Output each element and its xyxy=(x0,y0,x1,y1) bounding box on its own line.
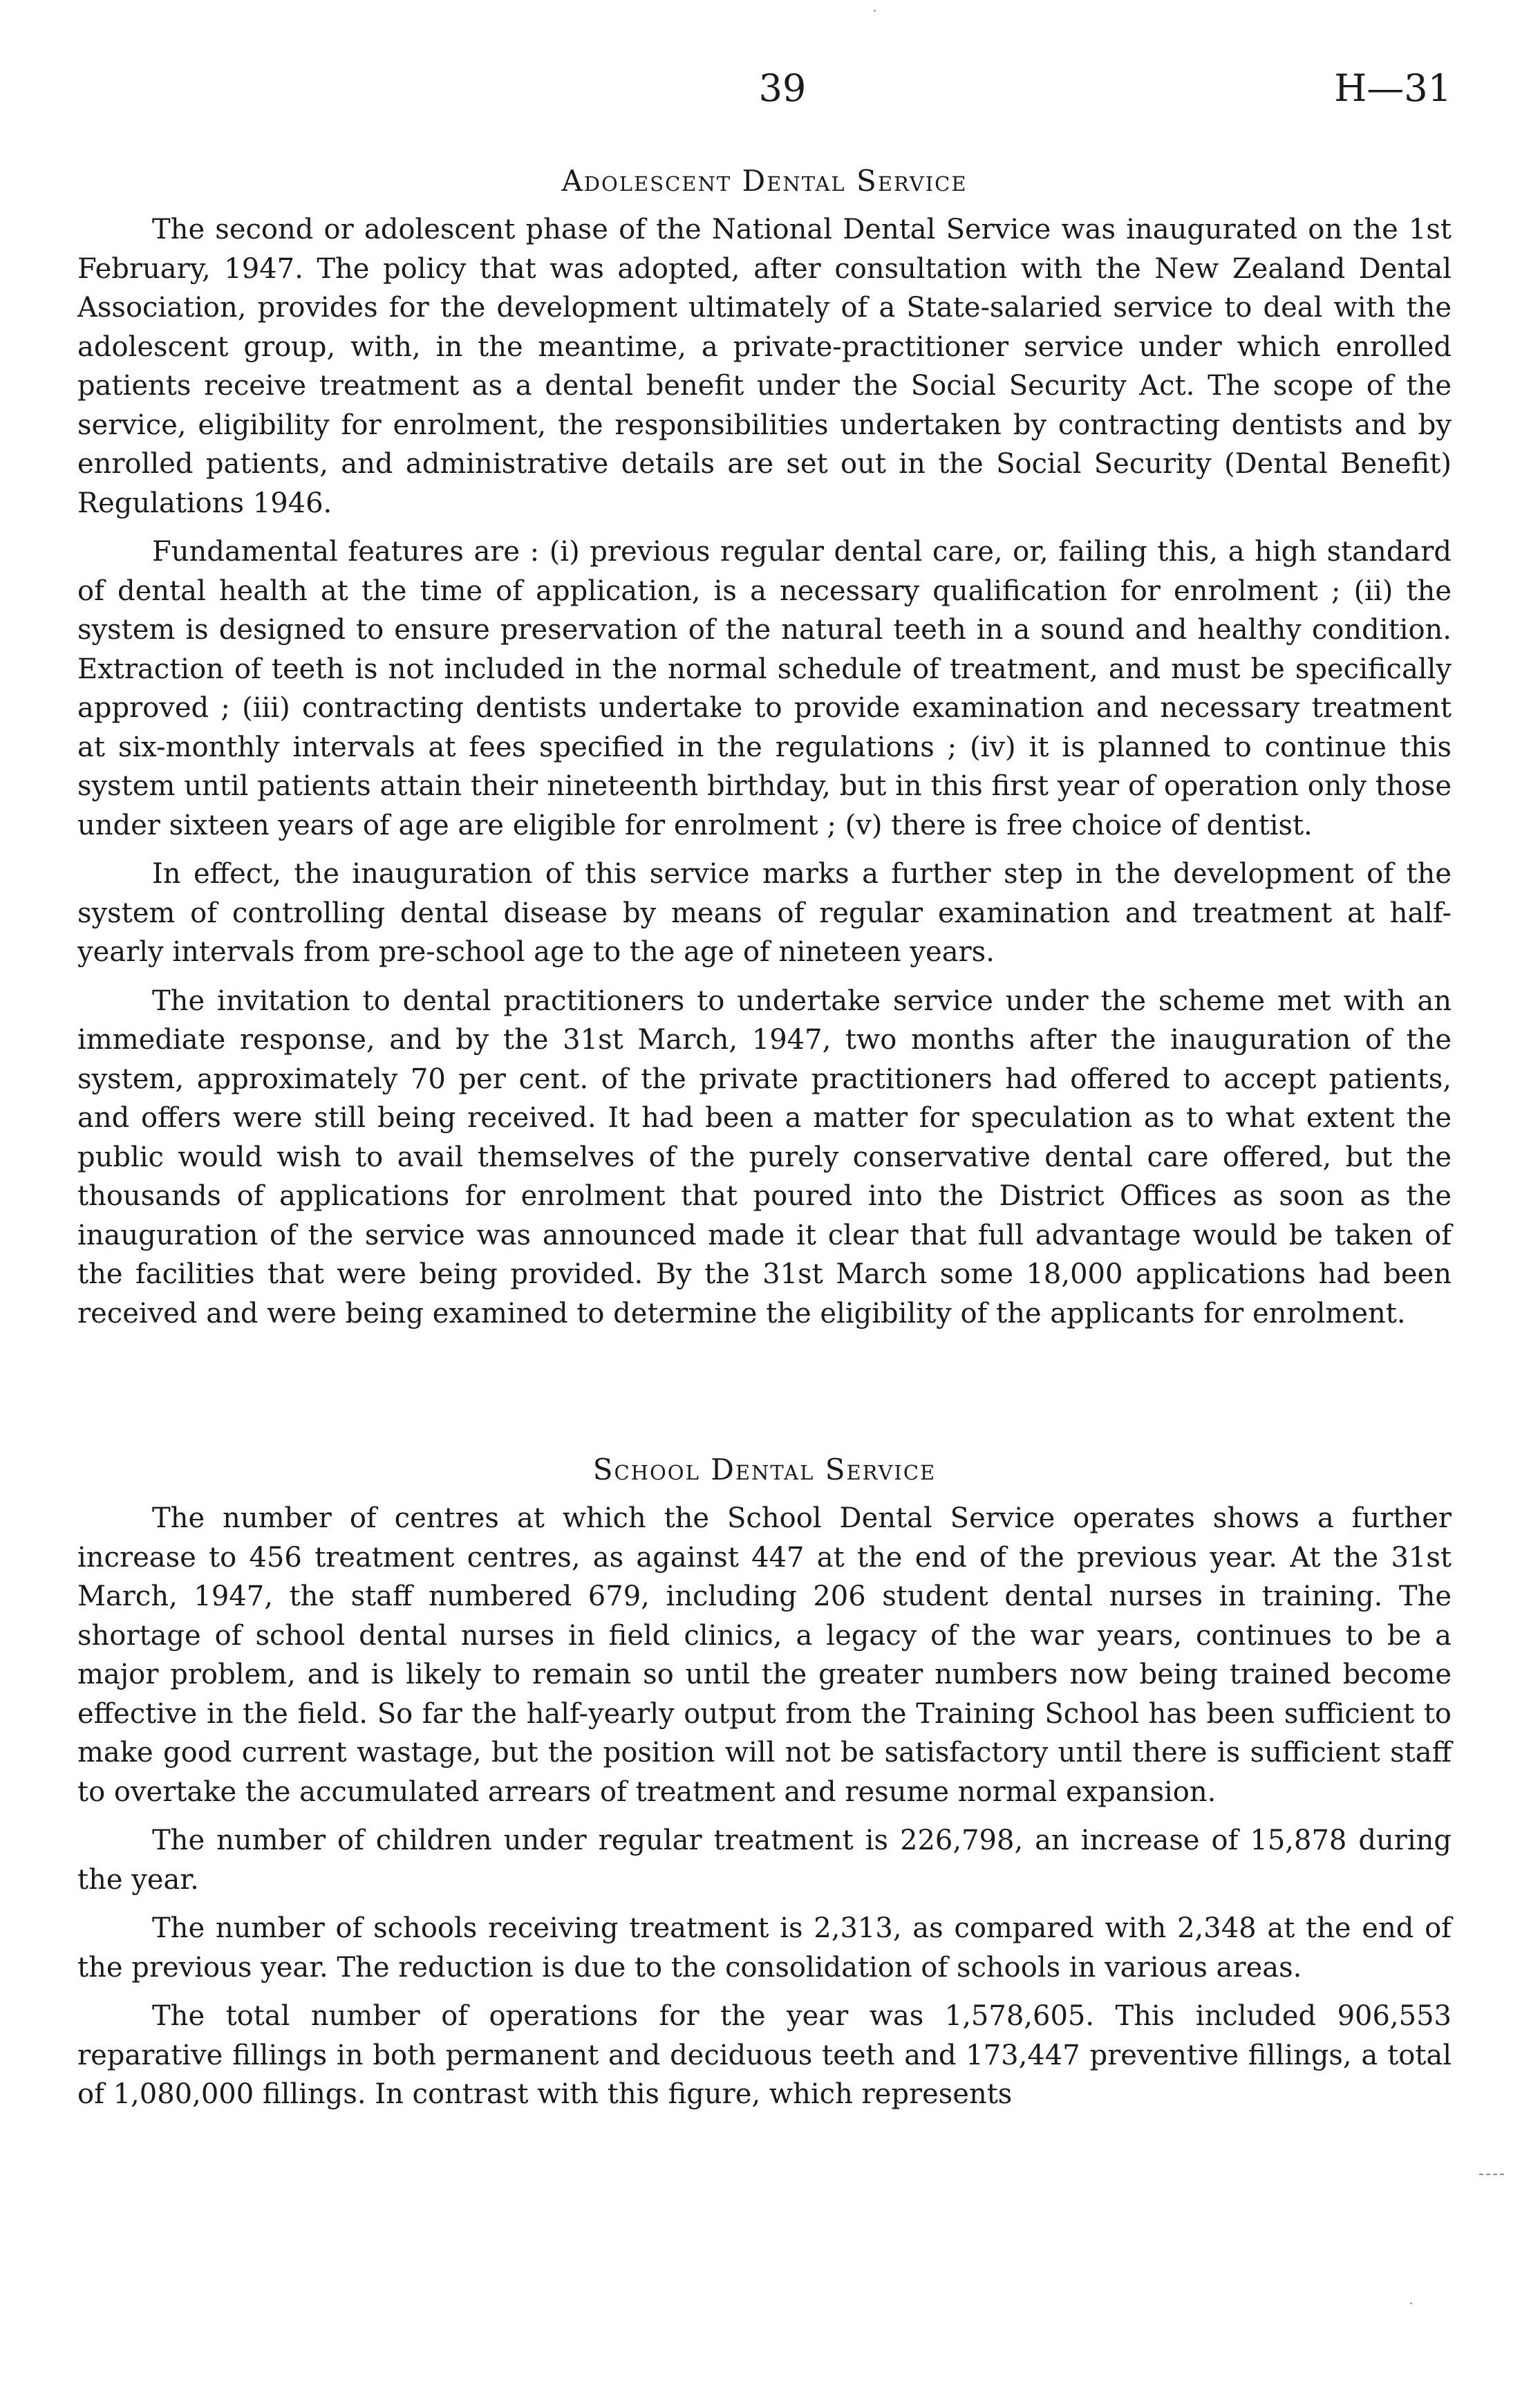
paragraph: The second or adolescent phase of the National Dental Service was inaugurated on the 1st February, 1947. The policy that was adopted, after consultation with the New Zealand Dental Association, provides for the development ultimately of a State-salaried service to deal with the adolescent group, with, in the meantime, a private-practitioner service under which enrolled patients receive treatment as a dental benefit under the Social Security Act. The scope of the service, eligibility for enrolment, the responsibilities undertaken by contracting dentists and by enrolled patients, and administrative details are set out in the Social Security (Dental Benefit) Regulations 1946. xyxy=(77,214,1452,519)
report-code: H—31 xyxy=(1334,66,1452,110)
margin-scan-mark xyxy=(1479,2174,1504,2175)
paragraph: The number of centres at which the School Dental Service operates shows a further increase to 456 treatment centres, as against 447 at the end of the previous year. At the 31st March, 1947, the staff numbered 679, including 206 student dental nurses in training. The shortage of school dental nurses in field clinics, a legacy of the war years, continues to be a major problem, and is likely to remain so until the greater numbers now being trained become effective in the field. So far the half-yearly output from the Training School has been sufficient to make good current wastage, but the position will not be satisfactory until there is sufficient staff to overtake the accumulated arrears of treatment and resume normal expansion. xyxy=(77,1502,1452,1808)
paragraph: The number of children under regular treatment is 226,798, an increase of 15,878 during the year. xyxy=(77,1825,1452,1896)
section-adolescent-dental-service xyxy=(77,162,1452,1343)
scan-speck xyxy=(1410,2302,1412,2304)
scan-speck xyxy=(874,10,876,12)
page-number: 39 xyxy=(758,66,807,110)
section-school-dental-service xyxy=(77,1450,1452,2124)
paragraph: Fundamental features are : (i) previous regular dental care, or, failing this, a high standard of dental health at the time of application, is a necessary qualification for enrolment ; (ii) the system is designed to ensure preservation of the natural teeth in a sound and healthy condition. Extraction of teeth is not included in the normal schedule of treatment, and must be specifically approved ; (iii) contracting dentists undertake to provide examination and necessary treatment at six-monthly intervals at fees specified in the regulations ; (iv) it is planned to continue this system until patients attain their nineteenth birthday, but in this first year of operation only those under sixteen years of age are eligible for enrolment ; (v) there is free choice of dentist. xyxy=(77,536,1452,841)
paragraph: The total number of operations for the year was 1,578,605. This included 906,553 reparative fillings in both permanent and deciduous teeth and 173,447 preventive fillings, a total of 1,080,000 fillings. In contrast with this figure, which represents xyxy=(77,2000,1452,2110)
paragraph: In effect, the inauguration of this service marks a further step in the development of the system of controlling dental disease by means of regular examination and treatment at half-yearly intervals from pre-school age to the age of nineteen years. xyxy=(77,858,1452,968)
paragraph: The number of schools receiving treatment is 2,313, as compared with 2,348 at the end of the previous year. The reduction is due to the consolidation of schools in various areas. xyxy=(77,1912,1452,1984)
section-heading: Adolescent Dental Service xyxy=(561,164,968,198)
section-heading: School Dental Service xyxy=(592,1453,937,1486)
paragraph: The invitation to dental practitioners to undertake service under the scheme met with an immediate response, and by the 31st March, 1947, two months after the inauguration of the system, approximately 70 per cent. of the private practitioners had offered to accept patients, and offers were still being received. It had been a matter for speculation as to what extent the public would wish to avail themselves of the purely conservative dental care offered, but the thousands of applications for enrolment that poured into the District Offices as soon as the inauguration of the service was announced made it clear that full advantage would be taken of the facilities that were being provided. By the 31st March some 18,000 applications had been received and were being examined to determine the eligibility of the applicants for enrolment. xyxy=(77,985,1452,1330)
